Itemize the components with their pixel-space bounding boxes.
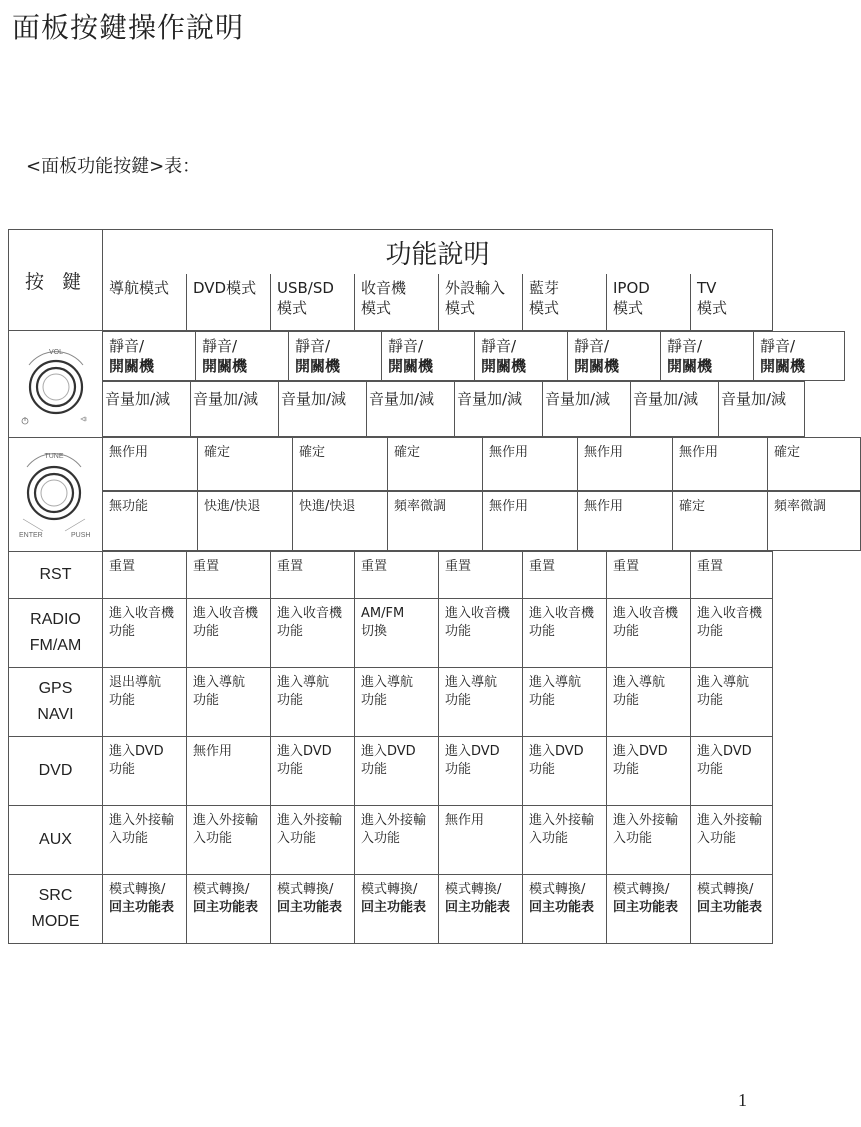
function-text: 功能 — [613, 624, 640, 639]
mode-header-6 — [607, 274, 691, 331]
function-text: 退出導航 — [109, 675, 162, 690]
button-rows — [9, 552, 773, 944]
page-number: 1 — [738, 1090, 747, 1110]
vol-press-cell — [568, 332, 661, 381]
button-key-label: MODE — [31, 913, 80, 930]
panel-key-table — [8, 229, 827, 944]
function-text: 進入導航 — [193, 675, 246, 690]
function-text: 重置 — [109, 559, 136, 574]
function-cell — [691, 737, 773, 806]
button-key-label: AUX — [39, 831, 72, 848]
mode-name: TV — [697, 279, 717, 297]
function-text: 功能 — [277, 624, 304, 639]
button-key-label: FM/AM — [29, 637, 82, 654]
mode-name: 收音機 — [361, 279, 407, 297]
function-text: 入功能 — [193, 831, 233, 846]
vol-press-line1: 靜音/ — [574, 337, 610, 355]
table-row — [9, 806, 773, 875]
vol-press-line1: 靜音/ — [481, 337, 517, 355]
function-cell — [187, 599, 271, 668]
tune-press-text: 確定 — [204, 445, 231, 460]
function-text: 功能 — [109, 693, 136, 708]
vol-press-cell — [103, 332, 196, 381]
function-cell — [187, 668, 271, 737]
function-cell — [439, 806, 523, 875]
vol-press-line1: 靜音/ — [295, 337, 331, 355]
function-text: 重置 — [361, 559, 388, 574]
function-text: 功能 — [529, 762, 556, 777]
function-cell — [607, 737, 691, 806]
button-key-cell — [9, 875, 103, 944]
function-text: 功能 — [697, 624, 724, 639]
tune-press-cell — [768, 438, 861, 491]
function-cell — [523, 599, 607, 668]
function-cell — [607, 552, 691, 599]
function-cell — [523, 552, 607, 599]
function-text: 重置 — [277, 559, 304, 574]
function-text: AM/FM — [361, 606, 405, 621]
src-line1: 模式轉換/ — [277, 882, 334, 897]
function-text: 進入外接輸 — [277, 813, 343, 828]
function-text: 入功能 — [529, 831, 569, 846]
src-line2: 回主功能表 — [529, 900, 595, 915]
vol-rotate-cell — [543, 382, 631, 437]
mode-header-4 — [439, 274, 523, 331]
function-cell — [271, 737, 355, 806]
tune-rotate-text: 快進/快退 — [204, 499, 261, 514]
tune-press-cell — [103, 438, 198, 491]
mode-header-0 — [103, 274, 187, 331]
function-text: 功能 — [445, 762, 472, 777]
src-line2: 回主功能表 — [613, 900, 679, 915]
vol-press-line2: 開關機 — [574, 357, 620, 375]
function-cell — [187, 737, 271, 806]
tune-rotate-cell — [483, 492, 578, 551]
function-cell — [103, 552, 187, 599]
function-text: 進入DVD — [361, 744, 416, 759]
tune-rotate-text: 頻率微調 — [774, 499, 827, 514]
function-cell — [103, 737, 187, 806]
function-text: 功能 — [109, 624, 136, 639]
function-text: 重置 — [697, 559, 724, 574]
function-cell — [523, 875, 607, 944]
push-label: PUSH — [71, 532, 91, 540]
function-cell — [355, 737, 439, 806]
function-cell — [439, 668, 523, 737]
button-key-label: NAVI — [37, 706, 74, 723]
vol-rotate-cell — [191, 382, 279, 437]
enter-label: ENTER — [19, 532, 43, 540]
tune-rotate-text: 確定 — [679, 499, 706, 514]
function-text: 功能 — [613, 693, 640, 708]
function-text: 進入外接輸 — [697, 813, 763, 828]
function-text: 進入DVD — [445, 744, 500, 759]
function-text: 功能 — [529, 693, 556, 708]
src-line2: 回主功能表 — [277, 900, 343, 915]
tune-rotate-cell — [293, 492, 388, 551]
function-text: 進入導航 — [697, 675, 750, 690]
function-text: 切換 — [361, 624, 388, 639]
tune-rotate-cell — [578, 492, 673, 551]
function-cell — [103, 599, 187, 668]
function-cell — [523, 806, 607, 875]
function-header: 功能說明 — [103, 230, 773, 275]
mode-name-suffix: 模式 — [277, 299, 308, 317]
src-line2: 回主功能表 — [697, 900, 763, 915]
vol-rotate-text: 音量加/減 — [457, 390, 523, 408]
vol-press-cell — [754, 332, 845, 381]
function-text: 功能 — [193, 693, 220, 708]
mode-header-3 — [355, 274, 439, 331]
vol-press-line1: 靜音/ — [667, 337, 703, 355]
tune-press-cell — [483, 438, 578, 491]
tune-press-cell — [673, 438, 768, 491]
vol-label: VOL — [48, 348, 63, 356]
key-column-header: 按 鍵 — [9, 230, 103, 331]
mode-header-5 — [523, 274, 607, 331]
vol-press-line1: 靜音/ — [760, 337, 796, 355]
function-cell — [271, 668, 355, 737]
vol-rotate-text: 音量加/減 — [633, 390, 699, 408]
src-line2: 回主功能表 — [193, 900, 259, 915]
function-text: 進入收音機 — [445, 606, 511, 621]
page-title: 面板按鍵操作說明 — [12, 11, 245, 44]
src-line1: 模式轉換/ — [361, 882, 418, 897]
vol-rotate-row — [103, 382, 805, 437]
function-text: 進入導航 — [277, 675, 330, 690]
tune-rotate-cell — [768, 492, 861, 551]
src-line1: 模式轉換/ — [529, 882, 586, 897]
table-row — [9, 875, 773, 944]
mode-name-suffix: 模式 — [361, 299, 392, 317]
tune-press-text: 無作用 — [679, 445, 719, 460]
function-cell — [691, 806, 773, 875]
tune-rotate-text: 頻率微調 — [394, 499, 447, 514]
tune-rotate-row — [103, 492, 861, 551]
function-text: 入功能 — [277, 831, 317, 846]
function-cell — [439, 737, 523, 806]
vol-rotate-text: 音量加/減 — [369, 390, 435, 408]
function-text: 入功能 — [697, 831, 737, 846]
function-text: 入功能 — [361, 831, 401, 846]
function-cell — [271, 552, 355, 599]
mode-name-suffix: 模式 — [445, 299, 476, 317]
tune-rotate-cell — [198, 492, 293, 551]
function-cell — [607, 875, 691, 944]
function-text: 進入導航 — [445, 675, 498, 690]
function-text: 功能 — [193, 624, 220, 639]
tune-press-cell — [198, 438, 293, 491]
function-text: 功能 — [277, 762, 304, 777]
tune-press-text: 確定 — [394, 445, 421, 460]
function-text: 進入DVD — [109, 744, 164, 759]
vol-press-cell — [289, 332, 382, 381]
mode-name: 導航模式 — [109, 279, 170, 297]
tune-press-text: 確定 — [774, 445, 801, 460]
function-text: 進入收音機 — [109, 606, 175, 621]
vol-press-line2: 開關機 — [667, 357, 713, 375]
function-text: 進入外接輸 — [193, 813, 259, 828]
function-text: 進入收音機 — [697, 606, 763, 621]
mode-name-suffix: 模式 — [697, 299, 728, 317]
button-key-label: GPS — [38, 680, 73, 697]
function-text: 重置 — [529, 559, 556, 574]
function-text: 入功能 — [613, 831, 653, 846]
src-line1: 模式轉換/ — [697, 882, 754, 897]
tune-press-text: 無作用 — [584, 445, 624, 460]
function-text: 進入導航 — [361, 675, 414, 690]
tune-press-text: 無作用 — [109, 445, 149, 460]
function-text: 進入外接輸 — [529, 813, 595, 828]
vol-press-line1: 靜音/ — [202, 337, 238, 355]
function-cell — [607, 668, 691, 737]
button-key-cell — [9, 737, 103, 806]
button-key-cell — [9, 668, 103, 737]
src-line2: 回主功能表 — [109, 900, 175, 915]
vol-rotate-text: 音量加/減 — [193, 390, 259, 408]
function-text: 進入導航 — [613, 675, 666, 690]
mode-name: 外設輸入 — [445, 279, 506, 297]
function-cell — [187, 806, 271, 875]
function-cell — [103, 806, 187, 875]
vol-press-cell — [382, 332, 475, 381]
tune-knob-key — [9, 437, 103, 552]
function-cell — [607, 806, 691, 875]
tune-rotate-cell — [388, 492, 483, 551]
button-key-label: DVD — [38, 762, 73, 779]
table-row — [9, 552, 773, 599]
function-text: 進入收音機 — [529, 606, 595, 621]
src-line1: 模式轉換/ — [109, 882, 166, 897]
function-text: 功能 — [361, 693, 388, 708]
function-cell — [355, 599, 439, 668]
vol-rotate-cell — [367, 382, 455, 437]
src-line1: 模式轉換/ — [193, 882, 250, 897]
function-cell — [355, 668, 439, 737]
table-row — [9, 668, 773, 737]
vol-press-line2: 開關機 — [481, 357, 527, 375]
function-text: 進入外接輸 — [613, 813, 679, 828]
function-cell — [691, 552, 773, 599]
src-line2: 回主功能表 — [445, 900, 511, 915]
function-text: 進入DVD — [613, 744, 668, 759]
vol-rotate-cell — [103, 382, 191, 437]
function-cell — [355, 875, 439, 944]
tune-press-cell — [293, 438, 388, 491]
mode-name-suffix: 模式 — [613, 299, 644, 317]
mode-name-suffix: 模式 — [529, 299, 560, 317]
vol-press-line2: 開關機 — [109, 357, 155, 375]
vol-press-line2: 開關機 — [202, 357, 248, 375]
function-cell — [271, 599, 355, 668]
vol-press-line1: 靜音/ — [109, 337, 145, 355]
vol-press-line1: 靜音/ — [388, 337, 424, 355]
tune-press-text: 無作用 — [489, 445, 529, 460]
vol-press-line2: 開關機 — [388, 357, 434, 375]
function-cell — [439, 552, 523, 599]
table-row — [9, 599, 773, 668]
button-key-cell — [9, 806, 103, 875]
vol-rotate-text: 音量加/減 — [545, 390, 611, 408]
mode-name: IPOD — [613, 279, 650, 297]
function-text: 進入DVD — [529, 744, 584, 759]
tune-press-cell — [388, 438, 483, 491]
vol-press-row — [103, 332, 845, 381]
function-text: 重置 — [193, 559, 220, 574]
function-cell — [271, 806, 355, 875]
function-text: 進入外接輸 — [109, 813, 175, 828]
vol-press-cell — [475, 332, 568, 381]
button-key-label: RADIO — [30, 611, 81, 628]
vol-press-cell — [196, 332, 289, 381]
function-cell — [607, 599, 691, 668]
function-text: 功能 — [613, 762, 640, 777]
volume-knob-icon — [15, 343, 97, 425]
function-cell — [691, 599, 773, 668]
function-text: 功能 — [697, 693, 724, 708]
function-text: 重置 — [445, 559, 472, 574]
tune-rotate-text: 無作用 — [584, 499, 624, 514]
vol-rotate-cell — [719, 382, 805, 437]
tune-rotate-text: 無作用 — [489, 499, 529, 514]
vol-press-cell — [661, 332, 754, 381]
function-text: 功能 — [445, 624, 472, 639]
function-text: 進入DVD — [697, 744, 752, 759]
tune-press-text: 確定 — [299, 445, 326, 460]
function-text: 功能 — [445, 693, 472, 708]
function-text: 進入DVD — [277, 744, 332, 759]
button-key-cell — [9, 599, 103, 668]
function-text: 進入外接輸 — [361, 813, 427, 828]
vol-rotate-text: 音量加/減 — [721, 390, 787, 408]
mode-name: 藍芽 — [529, 279, 560, 297]
src-line2: 回主功能表 — [361, 900, 427, 915]
function-text: 進入收音機 — [193, 606, 259, 621]
function-cell — [355, 552, 439, 599]
function-text: 功能 — [529, 624, 556, 639]
function-cell — [691, 668, 773, 737]
function-cell — [439, 599, 523, 668]
function-text: 重置 — [613, 559, 640, 574]
function-text: 入功能 — [109, 831, 149, 846]
mode-header-1 — [187, 274, 271, 331]
vol-rotate-cell — [631, 382, 719, 437]
function-text: 功能 — [361, 762, 388, 777]
function-text: 無作用 — [193, 744, 233, 759]
src-line1: 模式轉換/ — [445, 882, 502, 897]
tune-rotate-cell — [673, 492, 768, 551]
mode-header-2 — [271, 274, 355, 331]
function-text: 進入導航 — [529, 675, 582, 690]
vol-press-line2: 開關機 — [760, 357, 806, 375]
src-line1: 模式轉換/ — [613, 882, 670, 897]
function-text: 功能 — [277, 693, 304, 708]
table-caption: <面板功能按鍵>表： — [26, 156, 201, 177]
vol-rotate-cell — [279, 382, 367, 437]
function-text: 無作用 — [445, 813, 485, 828]
function-cell — [439, 875, 523, 944]
mode-header-row — [9, 274, 773, 331]
function-text: 功能 — [109, 762, 136, 777]
vol-rotate-text: 音量加/減 — [105, 390, 171, 408]
vol-rotate-cell — [455, 382, 543, 437]
tune-label: TUNE — [44, 453, 64, 461]
button-key-cell — [9, 552, 103, 599]
tune-rotate-text: 快進/快退 — [299, 499, 356, 514]
function-cell — [187, 875, 271, 944]
function-text: 進入收音機 — [277, 606, 343, 621]
button-key-label: SRC — [38, 887, 73, 904]
tune-knob-icon — [9, 445, 103, 543]
vol-rotate-text: 音量加/減 — [281, 390, 347, 408]
tune-rotate-text: 無功能 — [109, 499, 149, 514]
mode-name: DVD模式 — [193, 279, 257, 297]
function-cell — [187, 552, 271, 599]
function-cell — [271, 875, 355, 944]
mode-header-7 — [691, 274, 773, 331]
function-cell — [691, 875, 773, 944]
function-cell — [523, 668, 607, 737]
vol-press-line2: 開關機 — [295, 357, 341, 375]
button-key-label: RST — [39, 566, 72, 583]
mode-name: USB/SD — [277, 279, 334, 297]
tune-press-cell — [578, 438, 673, 491]
function-cell — [523, 737, 607, 806]
function-text: 進入收音機 — [613, 606, 679, 621]
tune-rotate-cell — [103, 492, 198, 551]
table-row — [9, 737, 773, 806]
function-cell — [103, 875, 187, 944]
vol-knob-key — [9, 331, 103, 438]
function-text: 功能 — [697, 762, 724, 777]
function-cell — [103, 668, 187, 737]
function-cell — [355, 806, 439, 875]
tune-press-row — [103, 438, 861, 491]
